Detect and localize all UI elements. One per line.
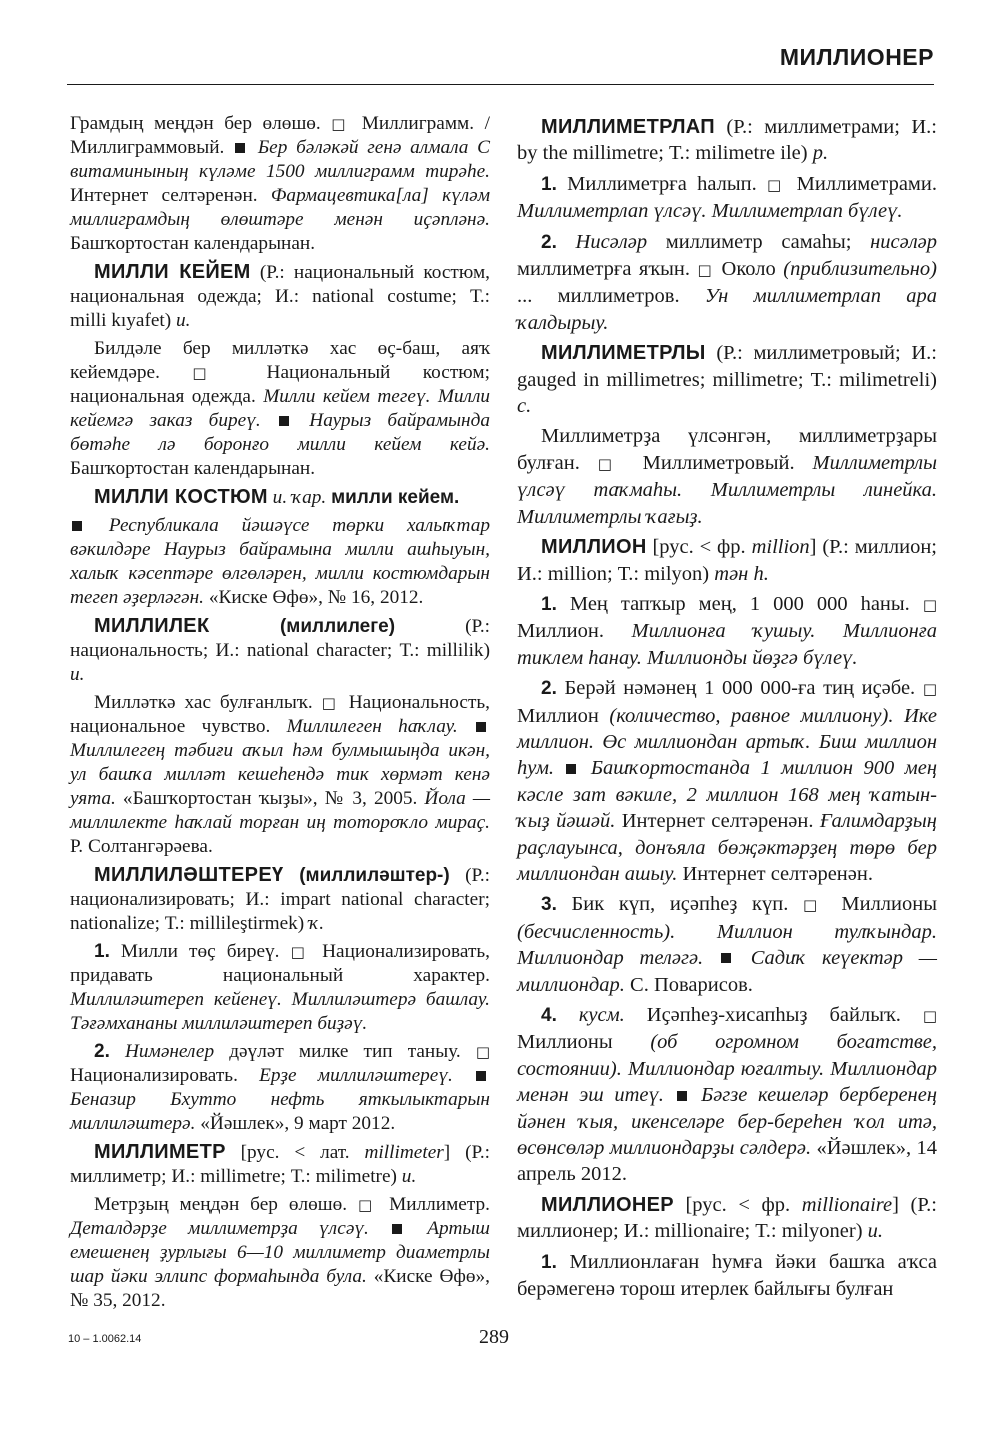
text: Метрҙың меңдән бер өлөшө.	[94, 1194, 358, 1215]
etymon: millionaire	[801, 1193, 893, 1216]
source-text: Р. Солтангәрәева.	[70, 836, 213, 857]
sense-number: 1.	[541, 593, 557, 615]
example-text: Республикала йәшәүсе төрки халыҡтар вәкилдәре Наурыз байрамына милли ашһыуын, халыҡ кәсептәре өлгөләрен, милли костюмдарын тегеп әҙерләгән.	[70, 515, 490, 608]
part-of-speech: и.	[176, 310, 191, 331]
russian-equivalent-marker: □	[922, 1007, 937, 1025]
equivalents: (Р.: миллиметровый; И.: gauged in millimetres; millimetre; Т.: milimetreli)	[517, 342, 937, 391]
source-text: С. Поварисов.	[624, 973, 753, 996]
part-of-speech: и.	[401, 1166, 417, 1187]
etymon: millimeter	[364, 1142, 444, 1163]
page-number: 289	[479, 1326, 509, 1348]
example-text: Башҡортостанда 1 миллион 900 мең кәсле зат вәкиле, 2 миллион 168 мең ҡатын-ҡыҙ йәшәй.	[517, 757, 937, 833]
sense	[70, 940, 490, 1036]
source-text: Интернет селтәренән.	[677, 862, 873, 885]
entry-millilashtereu	[70, 863, 490, 936]
text: Национальный костюм; национальная одежда.	[70, 362, 490, 407]
text: дәүләт милке тип таныу.	[214, 1041, 476, 1062]
equivalents: (Р.: миллиметрами; И.: by the millimetre; Т.: milimetre ile)	[517, 116, 937, 165]
example-text: Миллиметрлы үлсәү таҡмаһы. Миллиметрлы линейка. Миллиметрлы ҡағыҙ.	[517, 451, 937, 528]
equivalents: (Р.: национальный костюм, национальная одежда; И.: national costume; Т.: milli kıyafet)	[70, 262, 490, 331]
sense	[517, 591, 937, 671]
example-marker	[279, 416, 289, 426]
entry-millilek	[70, 614, 490, 687]
sense	[70, 1040, 490, 1136]
example-text: (об огромном богатстве, состоянии). Миллиондар юғалтыу. Миллиондар менән эш итеү.	[517, 1031, 937, 1107]
example-text: Миллилеген һаҡлау.	[286, 716, 458, 737]
etymon: million	[751, 536, 810, 559]
text: Миллион.	[517, 620, 632, 643]
part-of-speech: ҡ.	[309, 913, 325, 934]
example-text: (приблизительно)	[783, 258, 937, 281]
sense	[517, 171, 937, 225]
russian-equivalent-marker: □	[803, 896, 827, 915]
sense-number: 2.	[541, 231, 557, 253]
example-text: Нисәләр	[556, 230, 648, 253]
equivalents: (Р.: национальность; И.: national character; Т.: millilik)	[70, 616, 490, 661]
russian-equivalent-marker: □	[767, 175, 787, 194]
text: Национализировать, придавать национальный характер.	[70, 941, 490, 986]
text: Миллион	[517, 704, 610, 727]
sense-number: 2.	[541, 678, 557, 700]
variant-form: (миллилеге)	[209, 616, 396, 637]
definition	[70, 337, 490, 481]
entry-millioner	[517, 1192, 937, 1245]
russian-equivalent-marker: □	[357, 1196, 379, 1214]
source-text: «Киске Өфө», № 35, 2012.	[70, 1266, 490, 1311]
source-text: «Киске Өфө», № 16, 2012.	[204, 587, 424, 608]
text: Берәй нәмәнең 1 000 000-ға тиң иҫәбе.	[556, 677, 923, 700]
example-text: Наурыз байрамында бөтәһе лә боронғо милли кейем кейә.	[70, 410, 491, 455]
equivalents: ] (Р.: миллионер; И.: millionaire; Т.: milyoner)	[517, 1193, 937, 1243]
source-text: «Башҡортостан ҡыҙы», № 3, 2005.	[115, 788, 425, 809]
sense-number: 1.	[541, 1251, 557, 1273]
text: Национализировать.	[70, 1065, 260, 1086]
example-marker	[392, 1224, 402, 1234]
example-text: Ерҙе миллиләштереү.	[259, 1065, 453, 1086]
entry-millimetr	[70, 1140, 490, 1189]
text: Около	[714, 258, 784, 281]
text: Бик күп, иҫәпһеҙ күп.	[556, 893, 804, 916]
source-text: Интернет селтәренән.	[70, 185, 271, 206]
headword: МИЛЛИОНЕР	[541, 1193, 674, 1216]
example-text: Бәгзе кешеләр берберенең йәнен ҡыя, икенселәре бер-береһен ҡол итә, өсөнсөләр миллиондарҙы сәлдерә.	[517, 1084, 937, 1160]
headword: МИЛЛИМЕТРЛАП	[541, 116, 715, 138]
equivalents: ] (Р.: миллиметр; И.: millimetre; Т.: milimetre)	[70, 1142, 490, 1187]
russian-equivalent-marker: □	[697, 261, 715, 280]
text: Миллиметрға һалып.	[556, 172, 768, 195]
entry-millimetrly	[517, 340, 937, 419]
example-text: Деталдәрҙе миллиметрҙа үлсәү.	[70, 1218, 369, 1239]
header-rule	[67, 84, 934, 85]
cross-reference: милли кейем.	[331, 487, 460, 508]
example-text: Ғалимдарҙың раҫлауынса, донъяла бөҗәктәрҙең төрө бер миллиондан ашыу.	[517, 810, 937, 885]
example-text: (количество, равное миллиону). Ике миллион. Өс миллиондан артыҡ. Биш миллион һум.	[517, 704, 937, 780]
example-text: Миллилегең тәбиғи аҡыл һәм булмышыңда икән, ул башҡа милләт кешеһендә тик хөрмәт кенә уята.	[70, 740, 490, 809]
right-column	[517, 112, 937, 1306]
entry-milli-keyem	[70, 260, 490, 333]
sense-number: 3.	[541, 894, 557, 916]
example-text: Йола — миллилекте һаҡлай торған иң тотороҡло мираҫ.	[70, 788, 490, 833]
text: Миллиметровый.	[624, 451, 813, 474]
etymology: [рус. < лат.	[225, 1142, 365, 1163]
text: Грамдың меңдән бер өлөшө.	[70, 113, 332, 134]
text: Билдәле бер милләткә хас өҫ-баш, аяҡ кейемдәре.	[70, 338, 490, 383]
source-text: «Йәшлек», 14 апрель 2012.	[517, 1137, 937, 1186]
headword: МИЛЛИ КЕЙЕМ	[94, 261, 251, 283]
running-head: МИЛЛИОНЕР	[779, 44, 934, 70]
russian-equivalent-marker: □	[475, 1043, 491, 1061]
text: Миллиметрҙа үлсәнгән, миллиметрҙары булған.	[517, 425, 937, 474]
example-marker	[72, 521, 82, 531]
part-of-speech: и. ҡар.	[267, 487, 332, 508]
entry-million	[517, 534, 937, 587]
part-of-speech: и.	[70, 664, 85, 685]
source-text: «Йәшлек», 9 март 2012.	[195, 1113, 396, 1134]
example-marker	[677, 1091, 687, 1101]
russian-equivalent-marker: □	[922, 680, 937, 699]
example-text: Ун миллиметрлап ара ҡалдырыу.	[517, 285, 937, 334]
part-of-speech: р.	[812, 142, 829, 165]
left-column	[70, 112, 490, 1317]
entry-continuation	[70, 112, 490, 256]
sense	[517, 1249, 937, 1303]
example-marker	[721, 953, 731, 963]
russian-equivalent-marker: □	[331, 115, 352, 133]
example-marker	[476, 1071, 486, 1081]
example-text: Нимәнелер	[109, 1041, 215, 1062]
text: ... миллиметров.	[517, 285, 705, 308]
entry-milli-kostyum	[70, 485, 490, 510]
equivalents: ] (Р.: миллион; И.: million; Т.: milyon)	[517, 536, 937, 585]
headword: МИЛЛИ КОСТЮМ	[94, 486, 268, 508]
example-text: Миллиметрлап үлсәү. Миллиметрлап бүлеү.	[517, 200, 903, 223]
example-marker	[566, 764, 576, 774]
text: Миллионы	[826, 893, 937, 916]
example-block	[70, 514, 490, 610]
etymology: [рус. < фр.	[646, 536, 752, 559]
example-text: Миллионға ҡушыу. Миллионға тиклем һанау. Миллионды йөҙгә бүлеү.	[517, 620, 937, 669]
example-text: Беназир Бхутто нефть яткылыктарын миллиләштерә.	[70, 1089, 490, 1134]
example-text: нисәләр	[870, 230, 937, 253]
usage-label: кусм.	[556, 1004, 625, 1026]
headword: МИЛЛИЛӘШТЕРЕҮ	[94, 864, 284, 886]
text: миллиметр самаһы;	[647, 230, 871, 253]
example-marker	[235, 143, 245, 153]
definition	[70, 691, 490, 859]
sense	[517, 675, 937, 887]
example-text: Миллиләштереп кейенеү. Миллиләштерә башлау. Тәғәмхананы миллиләштереп биҙәү.	[70, 989, 490, 1034]
headword: МИЛЛИМЕТР	[94, 1141, 226, 1163]
part-of-speech: с.	[517, 395, 532, 418]
headword: МИЛЛИМЕТРЛЫ	[541, 342, 706, 365]
part-of-speech: тән һ.	[714, 562, 769, 585]
russian-equivalent-marker: □	[192, 364, 235, 382]
headword: МИЛЛИЛЕК	[94, 615, 210, 637]
sense	[517, 891, 937, 998]
variant-form: (миллиләштер-)	[283, 865, 450, 886]
part-of-speech: и.	[867, 1220, 884, 1243]
text: Милләткә хас булғанлыҡ.	[94, 692, 322, 713]
text: Миллиграмм. / Миллиграммовый.	[70, 113, 490, 158]
sense-number: 1.	[541, 173, 557, 195]
text: миллиметрға яҡын.	[517, 258, 698, 281]
text: Миллионы	[517, 1031, 651, 1054]
example-text: Милли кейем тегеү. Милли кейемгә заказ биреү.	[70, 386, 491, 431]
source-text: Башҡортостан календарынан.	[70, 233, 316, 254]
russian-equivalent-marker: □	[290, 943, 312, 961]
example-marker	[476, 722, 486, 732]
source-text: Интернет селтәренән.	[615, 810, 820, 833]
sense-number: 4.	[541, 1005, 557, 1026]
example-text: Бер бәләкәй генә алмала С витаминының күләме 1500 миллиграмм тирәһе.	[70, 137, 490, 182]
example-text: (бесчисленность). Миллион тулҡындар. Миллиондар теләгә.	[517, 920, 937, 970]
print-code: 10 – 1.0062.14	[68, 1333, 142, 1345]
text: Иҫәпһеҙ-хисапһыҙ байлыҡ.	[624, 1004, 923, 1026]
text: Миллионлаған һумға йәки башҡа аҡса берәмегенә торош итерлек байлығы булған	[517, 1250, 937, 1301]
example-text: Артыш емешенең ҙурлығы 6—10 миллиметр диаметрлы шар йәки эллипс формаһында була.	[70, 1218, 490, 1287]
headword: МИЛЛИОН	[541, 536, 647, 559]
text: Миллиметр.	[378, 1194, 490, 1215]
text: Национальность, национальное чувство.	[70, 692, 490, 737]
definition	[70, 1193, 490, 1313]
text: Миллиметрами.	[786, 172, 937, 195]
equivalents: (Р.: национализировать; И.: impart national character; nationalize; Т.: millileştirmek)	[70, 865, 490, 934]
example-text: Садиҡ кеүектәр — миллиондар.	[517, 947, 937, 996]
entry-millimetrlap	[517, 114, 937, 167]
example-text: Фармацевтика[ла] күләм миллиграмдың өлөштәре менән иҫәпләнә.	[70, 185, 490, 230]
source-text: Башҡортостан календарынан.	[70, 458, 316, 479]
sense-number: 2.	[94, 1041, 110, 1062]
russian-equivalent-marker: □	[922, 595, 937, 614]
text: Мең тапҡыр мең, 1 000 000 һаны.	[556, 592, 923, 615]
russian-equivalent-marker: □	[597, 454, 625, 473]
sense-number: 1.	[94, 941, 110, 962]
definition	[517, 423, 937, 530]
sense	[517, 1002, 937, 1188]
russian-equivalent-marker: □	[321, 694, 340, 712]
sense	[517, 229, 937, 337]
etymology: [рус. < фр.	[673, 1193, 802, 1216]
text: Милли төҫ биреү.	[109, 941, 291, 962]
